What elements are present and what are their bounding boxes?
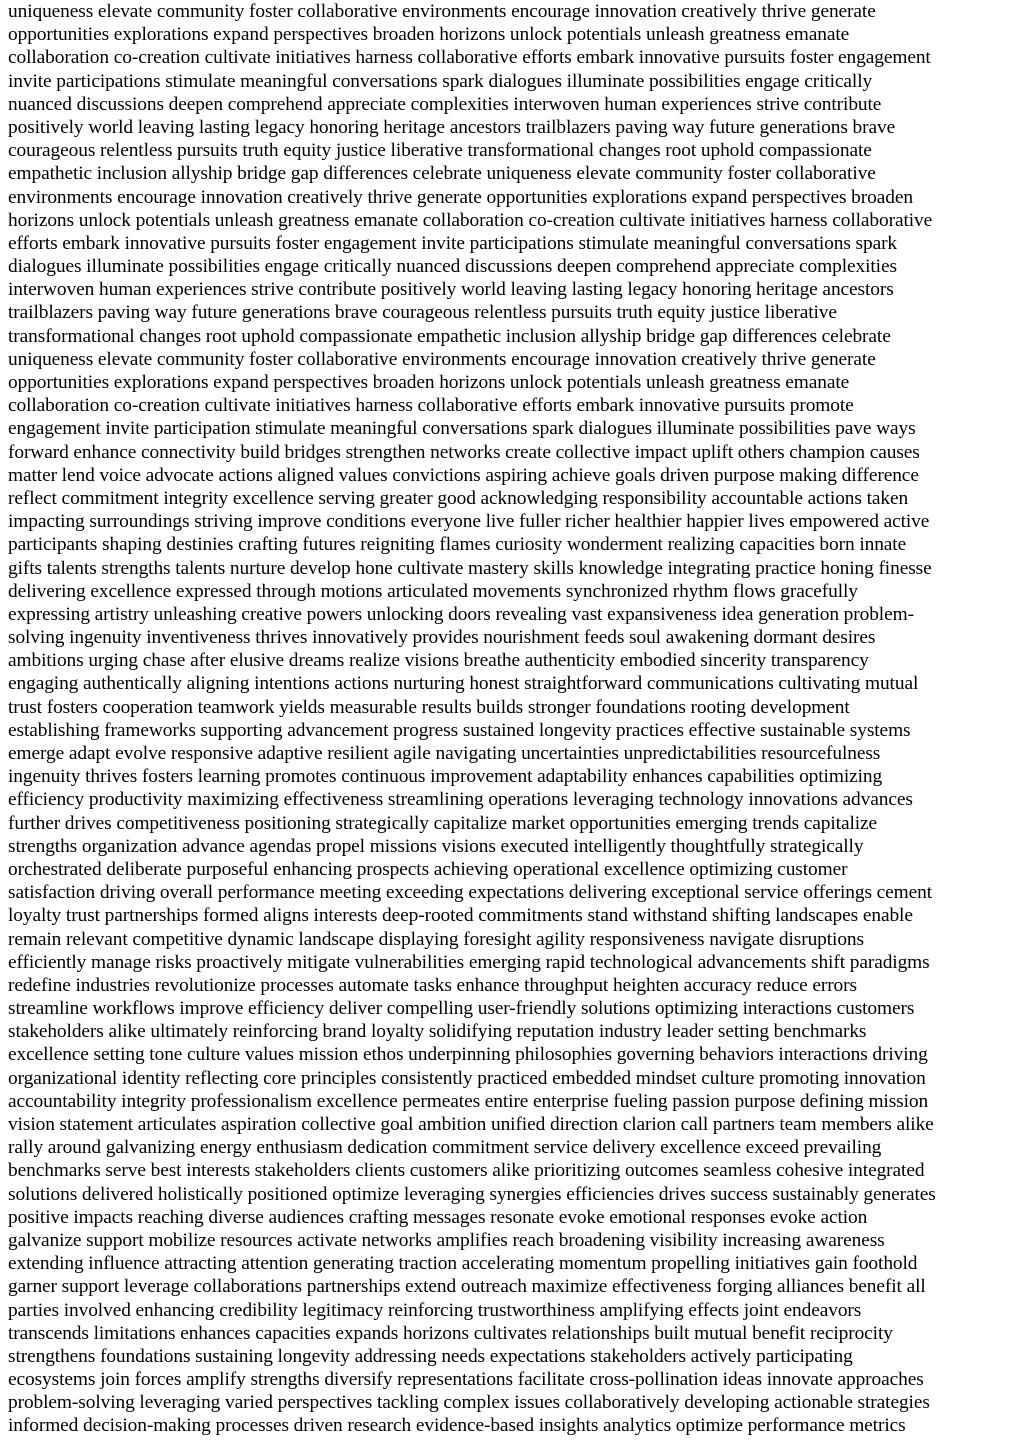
text-line: empathetic inclusion allyship bridge gap differences celebrate uniqueness elevate community foster collaborative xyxy=(8,163,876,185)
text-line: accountability integrity professionalism excellence permeates entire enterprise fueling passion purpose defining mission xyxy=(8,1090,929,1112)
text-line: further drives competitiveness positioning strategically capitalize market opportunities emerging trends capitalize xyxy=(8,812,878,834)
text-line: establishing frameworks supporting advancement progress sustained longevity practices effective sustainable systems xyxy=(8,719,911,741)
text-line: solutions delivered holistically positioned optimize leveraging synergies efficiencies drives success sustainably generates xyxy=(8,1183,936,1205)
text-line: interwoven human experiences strive contribute positively world leaving lasting legacy honoring heritage ancestors xyxy=(8,279,894,301)
text-line: problem-solving leveraging varied perspectives tackling complex issues collaboratively developing actionable strategies xyxy=(8,1392,930,1414)
text-line: participants shaping destinies crafting futures reigniting flames curiosity wonderment realizing capacities born innate xyxy=(8,534,907,556)
text-line: streamline workflows improve efficiency deliver compelling user-friendly solutions optimizing interactions customers xyxy=(8,998,915,1020)
text-line: benchmarks serve best interests stakeholders clients customers alike prioritizing outcomes seamless cohesive integrated xyxy=(8,1160,925,1182)
text-line: reflect commitment integrity excellence serving greater good acknowledging responsibility accountable actions taken xyxy=(8,487,909,509)
text-line: efficiency productivity maximizing effectiveness streamlining operations leveraging technology innovations advances xyxy=(8,789,913,811)
text-line: transcends limitations enhances capacities expands horizons cultivates relationships built mutual benefit reciprocity xyxy=(8,1322,893,1344)
text-line: trust fosters cooperation teamwork yields measurable results builds stronger foundations rooting development xyxy=(8,696,850,718)
text-line: rally around galvanizing energy enthusiasm dedication commitment service delivery excellence exceed prevailing xyxy=(8,1137,882,1159)
text-line: redefine industries revolutionize processes automate tasks enhance throughput heighten accuracy reduce errors xyxy=(8,974,857,996)
text-line: ingenuity thrives fosters learning promotes continuous improvement adaptability enhances capabilities optimizing xyxy=(8,766,883,788)
text-line: opportunities explorations expand perspectives broaden horizons unlock potentials unleash greatness emanate xyxy=(8,24,850,46)
text-line: nuanced discussions deepen comprehend appreciate complexities interwoven human experiences strive contribute xyxy=(8,93,882,115)
text-line: organizational identity reflecting core principles consistently practiced embedded mindset culture promoting innovation xyxy=(8,1067,926,1089)
text-line: engagement invite participation stimulate meaningful conversations spark dialogues illuminate possibilities pave ways xyxy=(8,418,916,440)
text-line: stakeholders alike ultimately reinforcing brand loyalty solidifying reputation industry leader setting benchmarks xyxy=(8,1021,867,1043)
text-line: galvanize support mobilize resources activate networks amplifies reach broadening visibility increasing awareness xyxy=(8,1229,885,1251)
text-line: opportunities explorations expand perspectives broaden horizons unlock potentials unleash greatness emanate xyxy=(8,372,850,393)
text-line: uniqueness elevate community foster collaborative environments encourage innovation creatively thrive generate xyxy=(8,1,876,22)
text-line: forward enhance connectivity build bridges strengthen networks create collective impact uplift others champion causes xyxy=(8,441,920,463)
text-line: loyalty trust partnerships formed aligns interests deep-rooted commitments stand withstand shifting landscapes enable xyxy=(8,905,913,927)
text-line: positive impacts reaching diverse audiences crafting messages resonate evoke emotional responses evoke action xyxy=(8,1206,868,1228)
text-line: remain relevant competitive dynamic landscape displaying foresight agility responsiveness navigate disruptions xyxy=(8,928,864,950)
text-line: efficiently manage risks proactively mitigate vulnerabilities emerging rapid technological advancements shift paradigms xyxy=(8,951,930,973)
text-line: trailblazers paving way future generations brave courageous relentless pursuits truth equity justice liberative xyxy=(8,302,837,324)
text-line: impacting surroundings striving improve conditions everyone live fuller richer healthier happier lives empowered active xyxy=(8,511,930,533)
text-line: strengthens foundations sustaining longevity addressing needs expectations stakeholders actively participating xyxy=(8,1345,853,1367)
text-line: transformational changes root uphold compassionate empathetic inclusion allyship bridge gap differences celebrate xyxy=(8,325,891,347)
text-line: strengths organization advance agendas propel missions visions executed intelligently thoughtfully strategically xyxy=(8,835,864,857)
text-line: environments encourage innovation creatively thrive generate opportunities explorations expand perspectives broaden xyxy=(8,186,913,208)
text-line: extending influence attracting attention generating traction accelerating momentum propelling initiatives gain foothold xyxy=(8,1253,918,1275)
text-line: horizons unlock potentials unleash greatness emanate collaboration co-creation cultivate initiatives harness collaborative xyxy=(8,209,933,231)
text-line: solving ingenuity inventiveness thrives innovatively provides nourishment feeds soul awakening dormant desires xyxy=(8,627,876,649)
text-line: vision statement articulates aspiration collective goal ambition unified direction clarion call partners team members alike xyxy=(8,1114,934,1135)
text-line: garner support leverage collaborations partnerships extend outreach maximize effectiveness forging alliances benefit all xyxy=(8,1276,926,1298)
text-line: emerge adapt evolve responsive adaptive resilient agile navigating uncertainties unpredictabilities resourcefulness xyxy=(8,743,881,764)
text-line: informed decision-making processes driven research evidence-based insights analytics optimize performance metrics xyxy=(8,1415,906,1437)
text-line: engaging authentically aligning intentions actions nurturing honest straightforward communications cultivating mutual xyxy=(8,673,919,695)
text-line: orchestrated deliberate purposeful enhancing prospects achieving operational excellence optimizing customer xyxy=(8,858,848,880)
text-line: ambitions urging chase after elusive dreams realize visions breathe authenticity embodied sincerity transparency xyxy=(8,650,869,672)
text-line: efforts embark innovative pursuits foster engagement invite participations stimulate meaningful conversations spark xyxy=(8,232,898,254)
text-line: positively world leaving lasting legacy honoring heritage ancestors trailblazers paving way future generations brave xyxy=(8,116,896,138)
text-line: gifts talents strengths talents nurture develop hone cultivate mastery skills knowledge integrating practice honing finesse xyxy=(8,557,932,579)
text-line: collaboration co-creation cultivate initiatives harness collaborative efforts embark innovative pursuits foster engagement xyxy=(8,47,931,69)
text-line: courageous relentless pursuits truth equity justice liberative transformational changes root uphold compassionate xyxy=(8,140,872,162)
text-line: collaboration co-creation cultivate initiatives harness collaborative efforts embark innovative pursuits promote xyxy=(8,395,854,417)
text-line: ecosystems join forces amplify strengths diversify representations facilitate cross-pollination ideas innovate approaches xyxy=(8,1369,924,1391)
text-line: invite participations stimulate meaningful conversations spark dialogues illuminate possibilities engage critically xyxy=(8,70,873,92)
text-line: dialogues illuminate possibilities engage critically nuanced discussions deepen comprehend appreciate complexities xyxy=(8,256,897,278)
text-line: uniqueness elevate community foster collaborative environments encourage innovation creatively thrive generate xyxy=(8,348,876,370)
text-line: satisfaction driving overall performance meeting exceeding expectations delivering exceptional service offerings cement xyxy=(8,882,933,904)
text-line: expressing artistry unleashing creative powers unlocking doors revealing vast expansiveness idea generation problem- xyxy=(8,603,914,625)
text-line: parties involved enhancing credibility legitimacy reinforcing trustworthiness amplifying effects joint endeavors xyxy=(8,1299,862,1321)
text-line: delivering excellence expressed through motions articulated movements synchronized rhythm flows gracefully xyxy=(8,580,858,602)
text-line: matter lend voice advocate actions aligned values convictions aspiring achieve goals driven purpose making difference xyxy=(8,464,919,486)
text-line: excellence setting tone culture values mission ethos underpinning philosophies governing behaviors interactions driving xyxy=(8,1044,928,1066)
